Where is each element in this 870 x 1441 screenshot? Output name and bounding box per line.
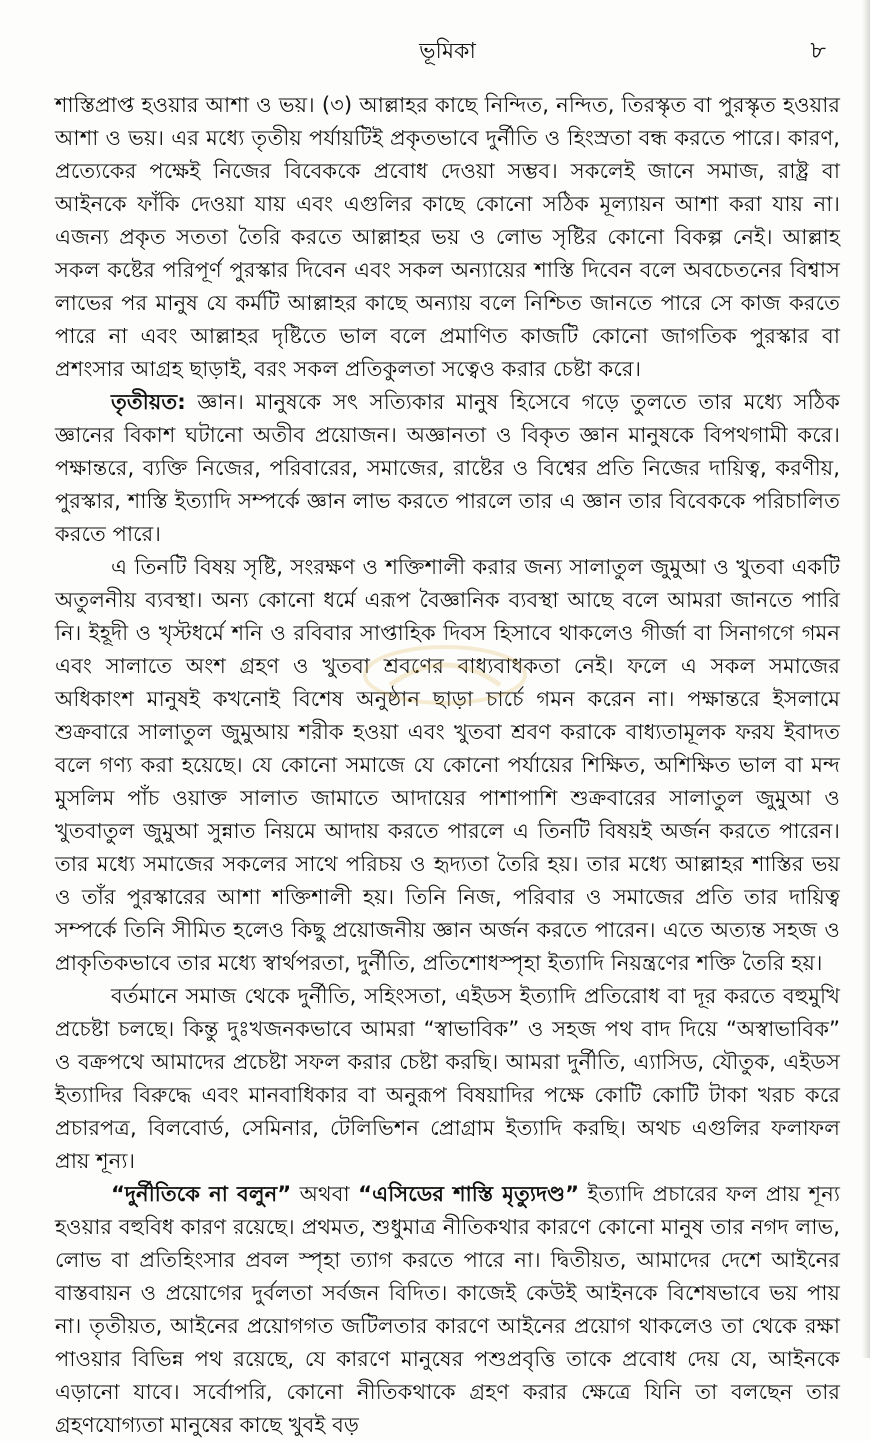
paragraph-5 bbox=[55, 1177, 840, 1441]
page-number: ৮ bbox=[810, 36, 826, 64]
paragraph-text: জ্ঞান। মানুষকে সৎ সত্যিকার মানুষ হিসেবে গড়ে তুলতে তার মধ্যে সঠিক জ্ঞানের বিকাশ ঘটানো অতীব প্রয়োজন। অজ্ঞানতা ও বিকৃত জ্ঞান মানুষকে বিপথগামী করে। পক্ষান্তরে, ব্যক্তি নিজের, পরিবারের, সমাজের, রাষ্টের ও বিশ্বের প্রতি নিজের দায়িত্ব, করণীয়, পুরস্কার, শাস্তি ইত্যাদি সম্পর্কে জ্ঞান লাভ করতে পারলে তার এ জ্ঞান তার বিবেককে পরিচালিত করতে পারে। bbox=[55, 389, 840, 546]
slogan-1: “দুর্নীতিকে না বলুন” bbox=[111, 1181, 292, 1206]
paragraph-lead: তৃতীয়ত: bbox=[111, 389, 186, 414]
paragraph-2 bbox=[55, 385, 840, 550]
paragraph-text: এ তিনটি বিষয় সৃষ্টি, সংরক্ষণ ও শক্তিশালী করার জন্য সালাতুল জুমুআ ও খুতবা একটি অতুলনীয় ব্যবস্থা। অন্য কোনো ধর্মে এরূপ বৈজ্ঞানিক ব্যবস্থা আছে বলে আমরা জানতে পারি নি। ইহূদী ও খৃস্টধর্মে শনি ও রবিবার সাপ্তাহিক দিবস হিসাবে থাকলেও গীর্জা বা সিনাগগে গমন এবং সালাতে অংশ গ্রহণ ও খুতবা শ্রবণের বাধ্যবাধকতা নেই। ফলে এ সকল সমাজের অধিকাংশ মানুষই কখনোই বিশেষ অনুষ্ঠান ছাড়া চার্চে গমন করেন না। পক্ষান্তরে ইসলামে শুক্রবারে সালাতুল জুমুআয় শরীক হওয়া এবং খুতবা শ্রবণ করাকে বাধ্যতামূলক ফরয ইবাদত বলে গণ্য করা হয়েছে। যে কোনো সমাজে যে কোনো পর্যায়ের শিক্ষিত, অশিক্ষিত ভাল বা মন্দ মুসলিম পাঁচ ওয়াক্ত সালাত জামাতে আদায়ের পাশাপাশি শুক্রবারের সালাতুল জুমুআ ও খুতবাতুল জুমুআ সুন্নাত নিয়মে আদায় করতে পারলে এ তিনটি বিষয়ই অর্জন করতে পারেন। তার মধ্যে সমাজের সকলের সাথে পরিচয় ও হৃদ্যতা তৈরি হয়। তার মধ্যে আল্লাহর শাস্তির ভয় ও তাঁর পুরস্কারের আশা শক্তিশালী হয়। তিনি নিজ, পরিবার ও সমাজের প্রতি তার দায়িত্ব সম্পর্কে তিনি সীমিত হলেও কিছু প্রয়োজনীয় জ্ঞান অর্জন করতে পারেন। এতে অত্যন্ত সহজ ও প্রাকৃতিকভাবে তার মধ্যে স্বার্থপরতা, দুর্নীতি, প্রতিশোধস্পৃহা ইত্যাদি নিয়ন্ত্রণের শক্তি তৈরি হয়। bbox=[55, 554, 840, 975]
page-body bbox=[55, 88, 840, 1441]
watermark-logo bbox=[360, 640, 530, 710]
paragraph-4 bbox=[55, 979, 840, 1177]
paragraph-1 bbox=[55, 88, 840, 385]
paragraph-text: ইত্যাদি প্রচারের ফল প্রায় শূন্য হওয়ার বহুবিধ কারণ রয়েছে। প্রথমত, শুধুমাত্র নীতিকথার কারণে কোনো মানুষ তার নগদ লাভ, লোভ বা প্রতিহিংসার প্রবল স্পৃহা ত্যাগ করতে পারে না। দ্বিতীয়ত, আমাদের দেশে আইনের বাস্তবায়ন ও প্রয়োগের দুর্বলতা সর্বজন বিদিত। কাজেই কেউই আইনকে বিশেষভাবে ভয় পায় না। তৃতীয়ত, আইনের প্রয়োগগত জটিলতার কারণে আইনের প্রয়োগ থাকলেও তা থেকে রক্ষা পাওয়ার বিভিন্ন পথ রয়েছে, যে কারণে মানুষের পশুপ্রবৃত্তি তাকে প্রবোধ দেয় যে, আইনকে এড়ানো যাবে। সর্বোপরি, কোনো নীতিকথাকে গ্রহণ করার ক্ষেত্রে যিনি তা বলছেন তার গ্রহণযোগ্যতা মানুষের কাছে খুবই বড় bbox=[55, 1181, 840, 1437]
paragraph-3 bbox=[55, 550, 840, 979]
paragraph-text: বর্তমানে সমাজ থেকে দুর্নীতি, সহিংসতা, এইডস ইত্যাদি প্রতিরোধ বা দূর করতে বহুমুখি প্রচেষ্টা চলছে। কিন্তু দুঃখজনকভাবে আমরা “স্বাভাবিক” ও সহজ পথ বাদ দিয়ে “অস্বাভাবিক” ও বক্রপথে আমাদের প্রচেষ্টা সফল করার চেষ্টা করছি। আমরা দুর্নীতি, এ্যাসিড, যৌতুক, এইডস ইত্যাদির বিরুদ্ধে এবং মানবাধিকার বা অনুরূপ বিষয়াদির পক্ষে কোটি কোটি টাকা খরচ করে প্রচারপত্র, বিলবোর্ড, সেমিনার, টেলিভিশন প্রোগ্রাম ইত্যাদি করছি। অথচ এগুলির ফলাফল প্রায় শূন্য। bbox=[55, 983, 840, 1173]
paragraph-text: শাস্তিপ্রাপ্ত হওয়ার আশা ও ভয়। (৩) আল্লাহর কাছে নিন্দিত, নন্দিত, তিরস্কৃত বা পুরস্কৃত হওয়ার আশা ও ভয়। এর মধ্যে তৃতীয় পর্যায়টিই প্রকৃতভাবে দুর্নীতি ও হিংস্রতা বন্ধ করতে পারে। কারণ, প্রত্যেকের পক্ষেই নিজের বিবেককে প্রবোধ দেওয়া সম্ভব। সকলেই জানে সমাজ, রাষ্ট্র বা আইনকে ফাঁকি দেওয়া যায় এবং এগুলির কাছে কোনো সঠিক মূল্যায়ন আশা করা যায় না। এজন্য প্রকৃত সততা তৈরি করতে আল্লাহর ভয় ও লোভ সৃষ্টির কোনো বিকল্প নেই। আল্লাহ সকল কষ্টের পরিপূর্ণ পুরস্কার দিবেন এবং সকল অন্যায়ের শাস্তি দিবেন বলে অবচেতনের বিশ্বাস লাভের পর মানুষ যে কর্মটি আল্লাহর কাছে অন্যায় বলে নিশ্চিত জানতে পারে সে কাজ করতে পারে না এবং আল্লাহর দৃষ্টিতে ভাল বলে প্রমাণিত কাজটি কোনো জাগতিক পুরস্কার বা প্রশংসার আগ্রহ ছাড়াই, বরং সকল প্রতিকুলতা সত্বেও করার চেষ্টা করে। bbox=[55, 92, 840, 381]
connector-text: অথবা bbox=[291, 1181, 359, 1206]
slogan-2: “এসিডের শাস্তি মৃত্যুদণ্ড” bbox=[358, 1181, 580, 1206]
page-header bbox=[55, 32, 840, 88]
chapter-title: ভূমিকা bbox=[419, 39, 476, 64]
page-edge-shadow bbox=[862, 0, 870, 1358]
